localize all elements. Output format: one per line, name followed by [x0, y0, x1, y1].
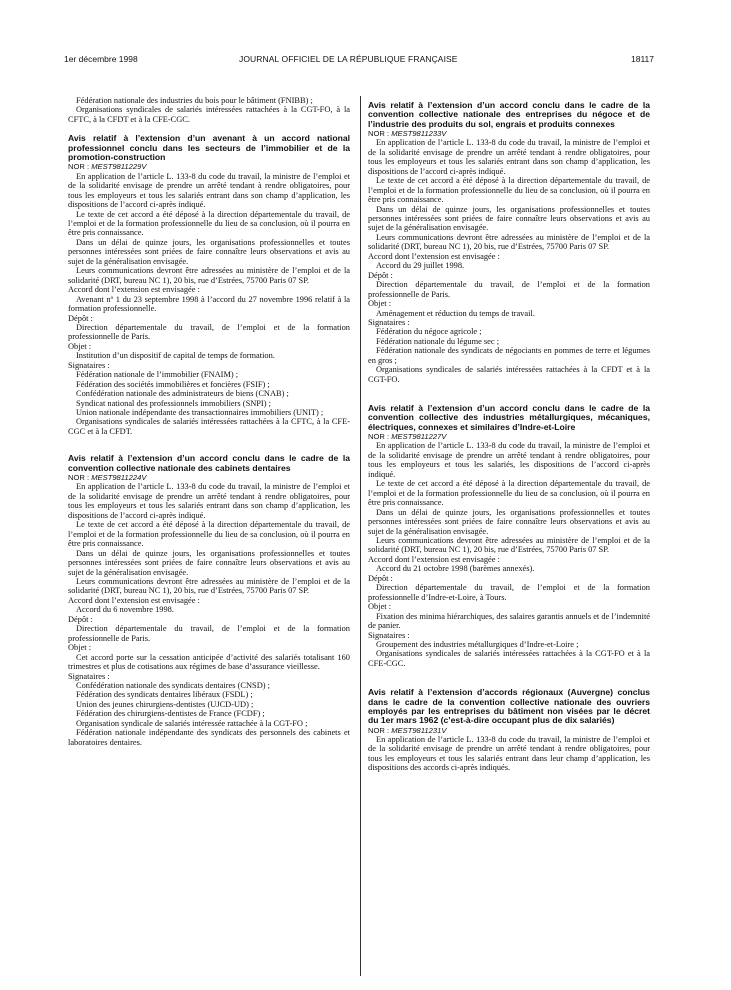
nor-label: NOR :: [68, 162, 90, 172]
accord-text: Accord du 29 juillet 1998.: [376, 261, 465, 271]
depot-label: Dépôt :: [68, 614, 93, 624]
signataire-item: Confédération nationale des administrateurs de biens (CNAB) ;: [76, 389, 289, 399]
notice-paragraph: Le texte de cet accord a été déposé à la direction départementale du travail, de l’emploi et de la formation professionnelle du lieu de sa conclusion, où il pourra en être pris connaissance.: [68, 209, 350, 238]
signataires-label: Signataires :: [368, 317, 410, 327]
nor-reference: [68, 473, 350, 482]
header-page-number: 18117: [630, 54, 654, 64]
signataire-item: Fédération nationale indépendante des syndicats des personnels des cabinets et laboratoires dentaires.: [68, 728, 350, 747]
notice-paragraph: En application de l’article L. 133-8 du code du travail, la ministre de l’emploi et de la solidarité envisage de prendre un arrêté tendant à rendre obligatoires, pour tous les employeurs et tous les salariés, les dispositions de l’accord ci-après indiqué.: [368, 441, 650, 479]
accord-label: Accord dont l’extension est envisagée :: [68, 595, 200, 605]
nor-label: NOR :: [68, 472, 90, 482]
depot-text: Direction départementale du travail, de l’emploi et de la formation professionnelle d’Indre-et-Loire, à Tours.: [368, 583, 650, 602]
nor-code: MEST9811231V: [391, 725, 447, 735]
signataire-item: Syndicat national des professionnels immobiliers (SNPI) ;: [76, 398, 271, 408]
notice-paragraph: En application de l’article L. 133-8 du code du travail, la ministre de l’emploi et de la solidarité envisage de prendre un arrêté tendant à rendre obligatoires, pour tous les employeurs et tous les salariés entrant dans son champ d’application, les dispositions de l’accord ci-après indiqué.: [368, 138, 650, 176]
signataire-item: Fédération nationale des syndicats de négociants en pommes de terre et légumes en gros ;: [368, 346, 650, 365]
nor-code: MEST9811233V: [391, 128, 447, 138]
notice-paragraph: Leurs communications devront être adressées au ministère de l’emploi et de la solidarité (DRT, bureau NC 1), 20 bis, rue d’Estrées, 75700 Paris 07 SP.: [368, 536, 650, 555]
intro-continuation: [68, 96, 350, 124]
signataires-label: Signataires :: [68, 360, 110, 370]
accord-text: Accord du 6 novembre 1998.: [76, 605, 174, 615]
signataire-item: Confédération nationale des syndicats dentaires (CNSD) ;: [76, 680, 270, 690]
notice-paragraph: Le texte de cet accord a été déposé à la direction départementale du travail, de l’emploi et de la formation professionnelle du lieu de sa conclusion, où il pourra en être pris connaissance.: [368, 176, 650, 205]
signataires-label: Signataires :: [68, 671, 110, 681]
depot-label: Dépôt :: [368, 270, 393, 280]
depot-label: Dépôt :: [68, 313, 93, 323]
notice-title: Avis relatif à l’extension d’un accord conclu dans le cadre de la convention collective des industries métallurgiques, mécaniques, électriques, connexes et similaires d’Indre-et-Loire: [368, 403, 650, 432]
accord-label: Accord dont l’extension est envisagée :: [368, 251, 500, 261]
signataire-item: Union nationale indépendante des transactionnaires immobiliers (UNIT) ;: [76, 408, 324, 418]
notice-cabinets-dentaires: [68, 454, 350, 747]
objet-label: Objet :: [68, 341, 92, 351]
left-column: [68, 96, 350, 747]
intro-line: Fédération nationale des industries du bois pour le bâtiment (FNIBB) ;: [76, 96, 313, 105]
nor-label: NOR :: [368, 725, 390, 735]
signataire-item: Organisations syndicales de salariés intéressées rattachées à la CGT-FO et à la CFE-CGC.: [368, 649, 650, 668]
header-journal-title: JOURNAL OFFICIEL DE LA RÉPUBLIQUE FRANÇAISE: [239, 54, 458, 64]
nor-label: NOR :: [368, 432, 390, 442]
objet-label: Objet :: [368, 602, 392, 612]
notice-paragraph: Le texte de cet accord a été déposé à la direction départementale du travail, de l’emploi et de la formation professionnelle du lieu de sa conclusion, où il pourra en être pris connaissance.: [68, 520, 350, 549]
depot-text: Direction départementale du travail, de l’emploi et de la formation professionnelle de Paris.: [68, 624, 350, 643]
nor-reference: [368, 726, 650, 735]
notice-metallurgie-indre-et-loire: [368, 404, 650, 668]
notice-paragraph: En application de l’article L. 133-8 du code du travail, la ministre de l’emploi et de la solidarité envisage de prendre un arrêté tendant à rendre obligatoires, pour tous les employeurs et tous les salariés entrant dans leur champ d’application, les dispositions des accords ci-après indiqués.: [368, 734, 650, 773]
signataire-item: Groupement des industries métallurgiques d’Indre-et-Loire ;: [376, 639, 579, 649]
notice-paragraph: En application de l’article L. 133-8 du code du travail, la ministre de l’emploi et de la solidarité envisage de prendre un arrêté tendant à rendre obligatoires, pour tous les employeurs et tous les salariés entrant dans son champ d’application, les dispositions de l’accord ci-après indiqué.: [68, 482, 350, 520]
notice-paragraph: Dans un délai de quinze jours, les organisations professionnelles et toutes personnes intéressées sont priées de faire connaître leurs observations et avis au sujet de la généralisation envisagée.: [368, 204, 650, 233]
signataire-item: Fédération nationale du légume sec ;: [376, 336, 500, 346]
signataire-item: Fédération nationale de l’immobilier (FNAIM) ;: [76, 370, 239, 380]
notice-paragraph: Le texte de cet accord a été déposé à la direction départementale du travail, de l’emploi et de la formation professionnelle du lieu de sa conclusion, où il pourra en être pris connaissance.: [368, 479, 650, 508]
objet-label: Objet :: [368, 299, 392, 309]
depot-text: Direction départementale du travail, de l’emploi et de la formation professionnelle de Paris.: [368, 280, 650, 299]
notice-paragraph: Leurs communications devront être adressées au ministère de l’emploi et de la solidarité (DRT, bureau NC 1), 20 bis, rue d’Estrées, 75700 Paris 07 SP.: [68, 266, 350, 285]
notice-paragraph: Dans un délai de quinze jours, les organisations professionnelles et toutes personnes intéressées sont priées de faire connaître leurs observations et avis au sujet de la généralisation envisagée.: [368, 507, 650, 536]
signataire-item: Organisations syndicales de salariés intéressées rattachées à la CFTC, à la CFE-CGC et à la CFDT.: [68, 417, 350, 436]
nor-reference: [68, 162, 350, 171]
signataire-item: Fédération des sociétés immobilières et foncières (FSIF) ;: [76, 379, 270, 389]
objet-text: Cet accord porte sur la cessation anticipée d’activité des salariés totalisant 160 trimestres et plus de cotisations aux régimes de base d’assurance vieillesse.: [68, 652, 350, 672]
notice-title: Avis relatif à l’extension d’un avenant à un accord national professionnel conclu dans les secteurs de l’immobilier et de la promotion-construction: [68, 133, 350, 162]
notice-title: Avis relatif à l’extension d’un accord conclu dans le cadre de la convention collective nationale des entreprises du négoce et de l’industrie des produits du sol, engrais et produits connexes: [368, 100, 650, 129]
depot-label: Dépôt :: [368, 573, 393, 583]
right-column: [368, 101, 650, 773]
nor-reference: [368, 129, 650, 138]
notice-paragraph: En application de l’article L. 133-8 du code du travail, la ministre de l’emploi et de la solidarité envisage de prendre un arrêté tendant à rendre obligatoires, pour tous les employeurs et tous les salariés entrant dans son champ d’application, les dispositions de l’accord ci-après indiqué.: [68, 171, 350, 210]
objet-label: Objet :: [68, 643, 92, 653]
accord-text: Avenant nº 1 du 23 septembre 1998 à l’accord du 27 novembre 1996 relatif à la formation professionnelle.: [68, 294, 350, 314]
depot-text: Direction départementale du travail, de l’emploi et de la formation professionnelle de Paris.: [68, 322, 350, 342]
accord-label: Accord dont l’extension est envisagée :: [68, 285, 200, 295]
notice-title: Avis relatif à l’extension d’accords régionaux (Auvergne) conclus dans le cadre de la convention collective nationale des ouvriers employés par les entreprises du bâtiment non visées par le décret du 1er mars 1962 (c’est-à-dire occupant plus de dix salariés): [368, 687, 650, 726]
nor-code: MEST9811224V: [91, 472, 147, 482]
signataires-label: Signataires :: [368, 630, 410, 640]
page-header: [64, 54, 654, 68]
notice-paragraph: Leurs communications devront être adressées au ministère de l’emploi et de la solidarité (DRT, bureau NC 1), 20 bis, rue d’Estrées, 75700 Paris 07 SP.: [68, 576, 350, 596]
accord-text: Accord du 21 octobre 1998 (barèmes annexés).: [376, 564, 535, 574]
signataire-item: Organisation syndicale de salariés intéressée rattachée à la CGT-FO ;: [76, 718, 308, 728]
intro-line: Organisations syndicales de salariés intéressées rattachées à la CGT-FO, à la CFTC, à la CFDT et à la CFE-CGC.: [68, 105, 350, 124]
nor-code: MEST9811227V: [391, 432, 447, 442]
notice-immobilier: [68, 134, 350, 436]
objet-text: Institution d’un dispositif de capital de temps de formation.: [76, 351, 275, 361]
signataire-item: Fédération des chirurgiens-dentistes de France (FCDF) ;: [76, 709, 265, 719]
signataire-item: Organisations syndicales de salariés intéressées rattachées à la CFDT et à la CGT-FO.: [368, 365, 650, 384]
nor-reference: [368, 432, 650, 441]
notice-paragraph: Leurs communications devront être adressées au ministère de l’emploi et de la solidarité (DRT, bureau NC 1), 20 bis, rue d’Estrées, 75700 Paris 07 SP.: [368, 232, 650, 252]
column-divider: [360, 96, 361, 976]
nor-label: NOR :: [368, 128, 390, 138]
notice-paragraph: Dans un délai de quinze jours, les organisations professionnelles et toutes personnes intéressées sont priées de faire connaître leurs observations et avis au sujet de la généralisation envisagée.: [68, 548, 350, 577]
nor-code: MEST9811229V: [91, 162, 147, 172]
notice-title: Avis relatif à l’extension d’un accord conclu dans le cadre de la convention collective nationale des cabinets dentaires: [68, 453, 350, 473]
notice-paragraph: Dans un délai de quinze jours, les organisations professionnelles et toutes personnes intéressées sont priées de faire connaître leurs observations et avis au sujet de la généralisation envisagée.: [68, 237, 350, 266]
signataire-item: Fédération des syndicats dentaires libéraux (FSDL) ;: [76, 690, 253, 700]
signataire-item: Fédération du négoce agricole ;: [376, 327, 482, 337]
notice-batiment-auvergne: [368, 688, 650, 772]
objet-text: Aménagement et réduction du temps de travail.: [376, 308, 535, 318]
accord-label: Accord dont l’extension est envisagée :: [368, 554, 500, 564]
objet-text: Fixation des minima hiérarchiques, des salaires garantis annuels et de l’indemnité de panier.: [368, 611, 650, 631]
notice-negoce-produits-sol: [368, 101, 650, 384]
header-date: 1er décembre 1998: [64, 54, 138, 64]
signataire-item: Union des jeunes chirurgiens-dentistes (UJCD-UD) ;: [76, 699, 254, 709]
